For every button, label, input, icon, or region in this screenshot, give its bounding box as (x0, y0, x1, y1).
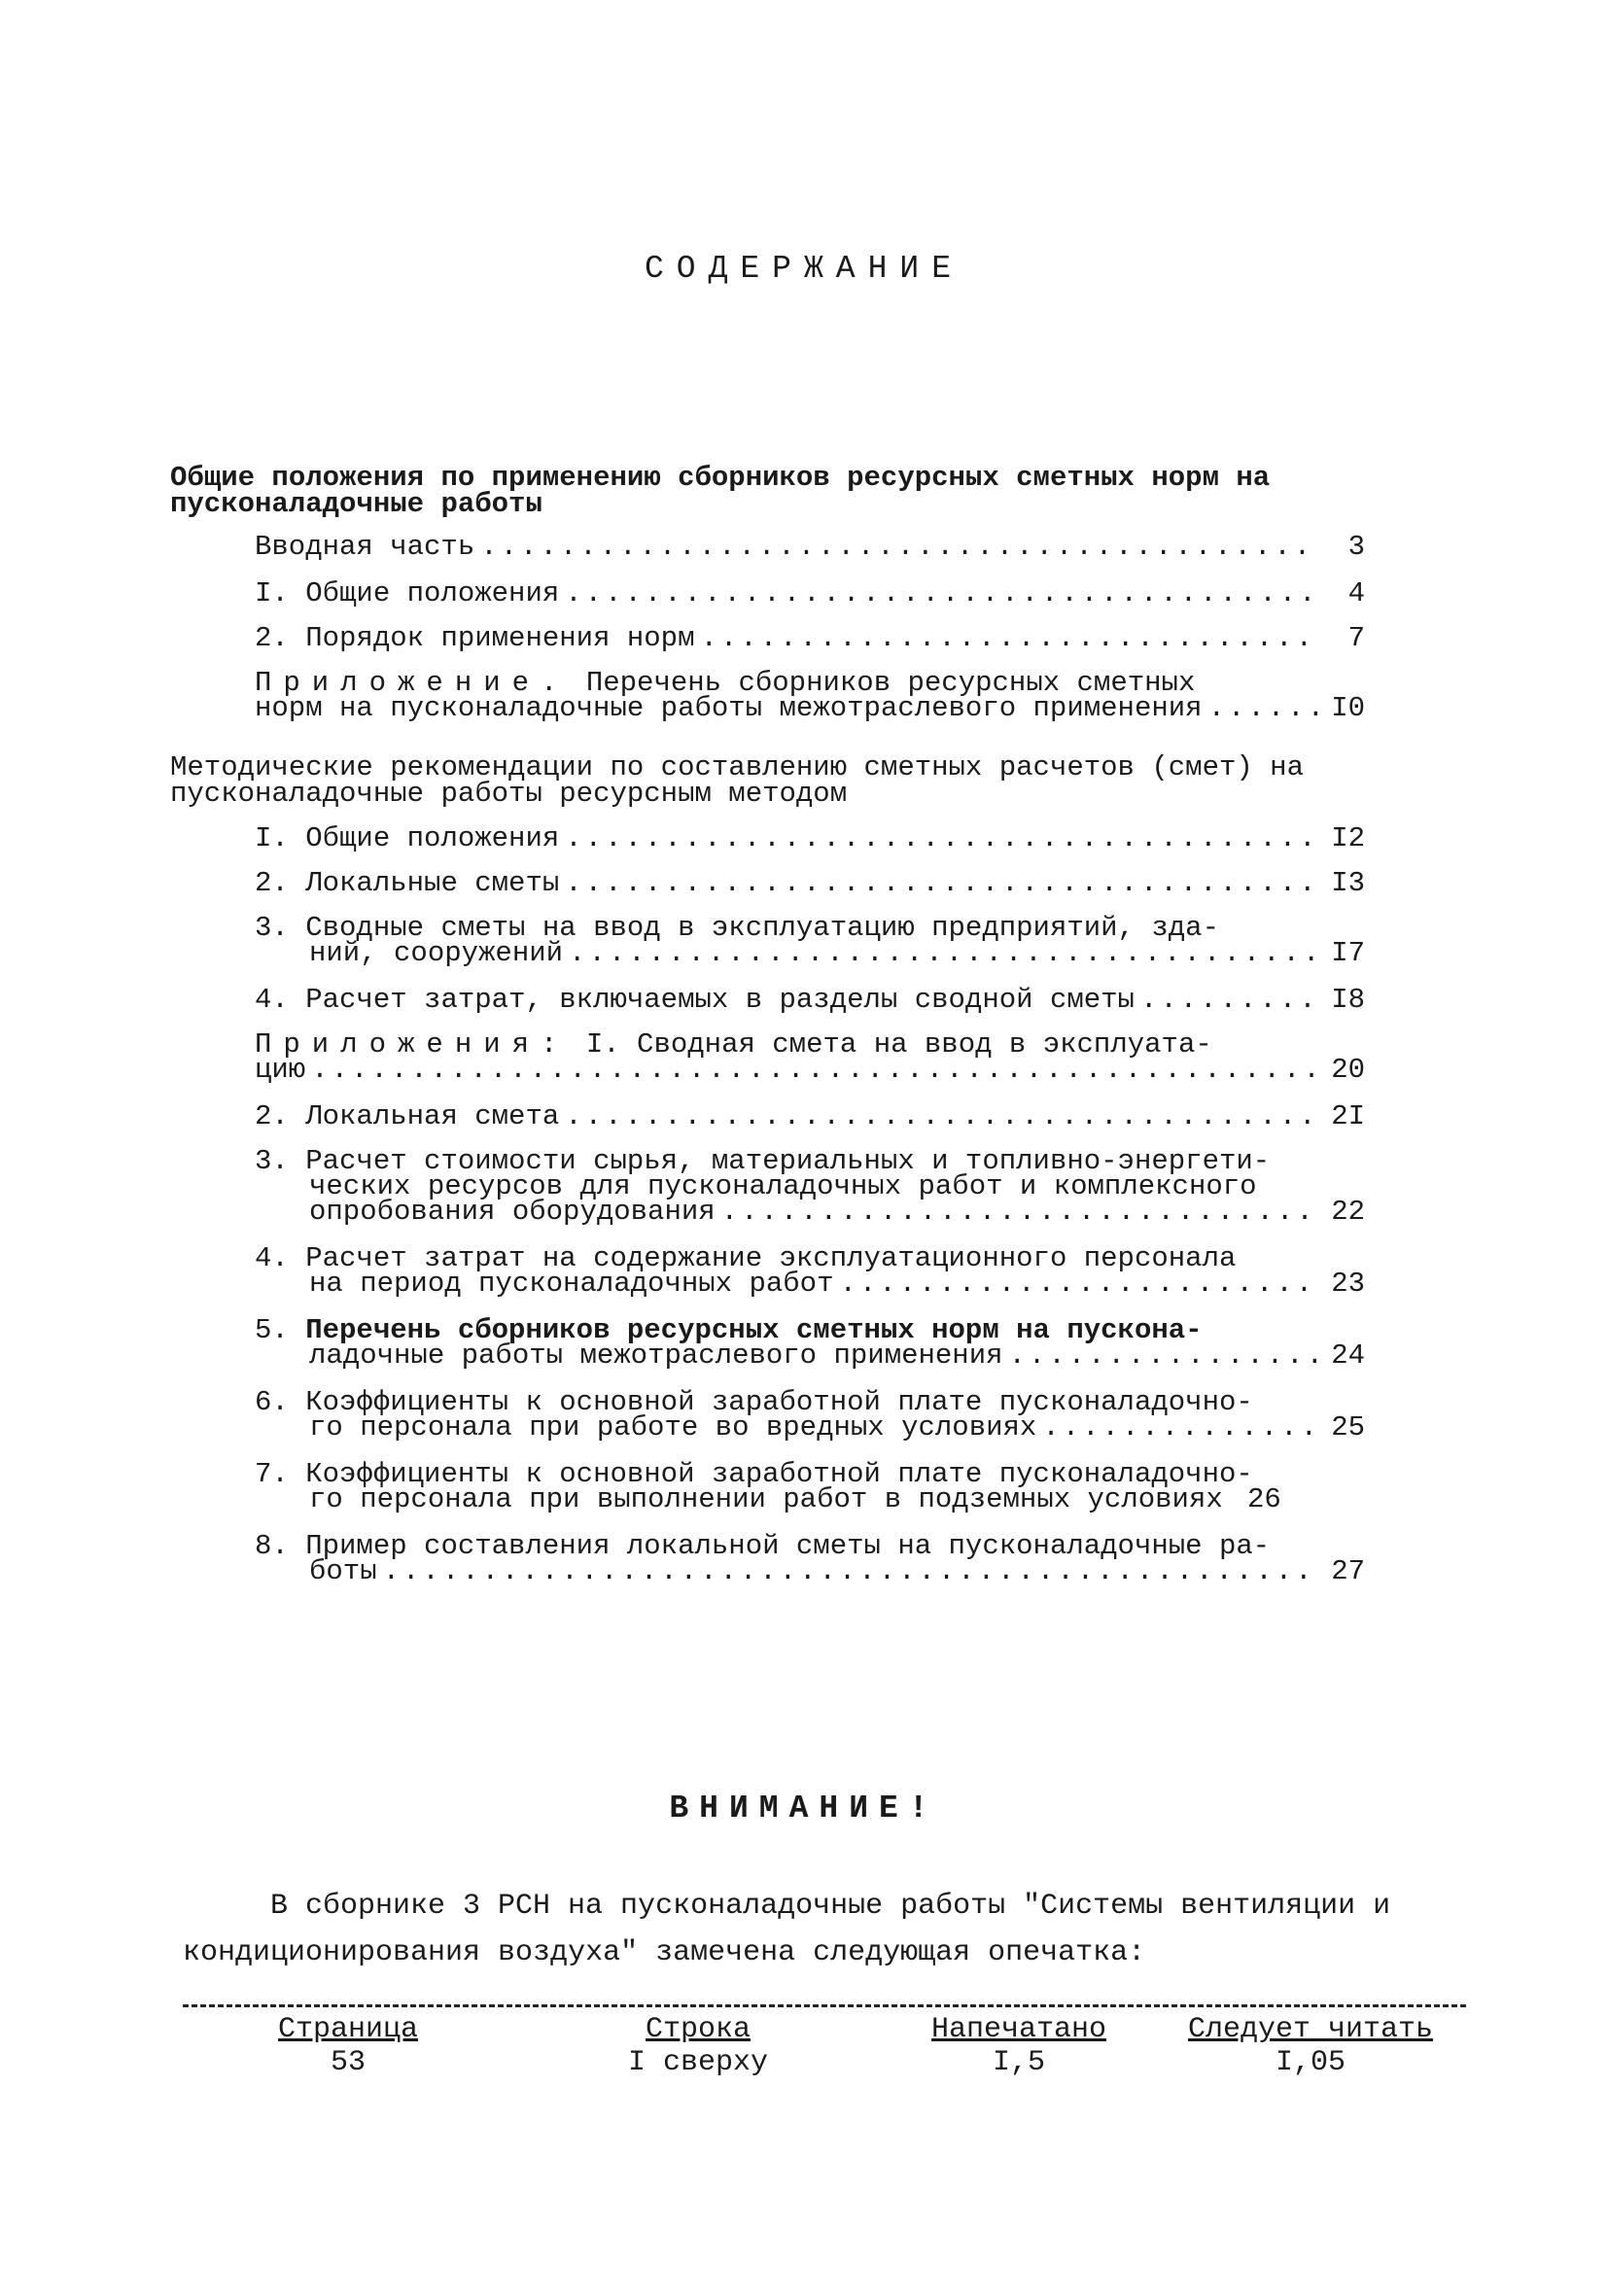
toc-entry (255, 1100, 1365, 1132)
toc-entry-title: норм на пусконаладочные работы межотраслевого применения (255, 692, 1203, 724)
toc-entry-number: I. (255, 822, 289, 854)
dot-leader (1140, 988, 1320, 1013)
toc-entry (255, 622, 1365, 654)
toc-page-number: I0 (1331, 692, 1365, 724)
toc-entry-title: го персонала при выполнении работ в подземных условиях (309, 1483, 1223, 1515)
toc-page-number: 2I (1331, 1100, 1365, 1132)
toc-entry (255, 1145, 1365, 1228)
toc-page-number: 22 (1331, 1196, 1365, 1228)
dot-leader (480, 535, 1320, 560)
toc-entry-title: Локальная смета (305, 1100, 560, 1132)
toc-entry-line: Перечень сборников ресурсных сметных норм на пускона- (305, 1314, 1203, 1346)
dot-leader (840, 1271, 1321, 1297)
toc-entry (255, 1386, 1365, 1444)
toc-entry (255, 912, 1365, 969)
toc-entry-title: цию (255, 1054, 306, 1086)
toc-entry-title: Порядок применения норм (305, 622, 695, 654)
toc-entry (255, 577, 1365, 609)
toc-entry (255, 531, 1365, 563)
dot-leader (383, 1559, 1320, 1584)
toc-entry (255, 984, 1365, 1016)
attention-text (183, 1883, 1447, 1976)
toc-entry (255, 867, 1365, 899)
toc-entry-number: 7. (255, 1458, 289, 1490)
column-header: Страница (277, 2013, 419, 2046)
errata-row (183, 2046, 1466, 2079)
toc-entry (255, 1314, 1365, 1372)
errata-table (183, 2004, 1466, 2079)
toc-entry-number: 3. (255, 1145, 289, 1177)
table-rule (183, 2004, 1466, 2007)
dot-leader (565, 581, 1320, 607)
toc-entry-title: ладочные работы межотраслевого применения (309, 1339, 1003, 1372)
dot-leader (1042, 1415, 1320, 1441)
toc-entry-number: I. (255, 577, 289, 609)
dot-leader (311, 1058, 1320, 1083)
toc-page-number: 27 (1331, 1555, 1365, 1587)
dot-leader (1208, 696, 1320, 721)
toc-page-number: 4 (1347, 577, 1365, 609)
column-header: Напечатано (930, 2013, 1107, 2046)
toc-page-number: I2 (1331, 822, 1365, 854)
dot-leader (1009, 1343, 1320, 1369)
table-cell: 53 (330, 2046, 366, 2079)
section-heading-methods: Методические рекомендации по составлению сметных расчетов (смет) на пусконаладочные работы ресурсным методом (170, 751, 1304, 810)
appendix-label: Приложения: (255, 1028, 570, 1061)
toc-page-number: I3 (1331, 867, 1365, 899)
toc-entry (255, 1530, 1365, 1587)
dot-leader (565, 871, 1320, 896)
toc-entry-title: Расчет затрат, включаемых в разделы сводной сметы (305, 984, 1135, 1016)
toc-entry-line: Коэффициенты к основной заработной плате пусконаладочно- (305, 1386, 1253, 1418)
dot-leader (721, 1200, 1320, 1225)
toc-entry (255, 667, 1365, 724)
toc-page-number: 3 (1347, 531, 1365, 563)
toc-entry-title: на период пусконаладочных работ (309, 1268, 834, 1300)
toc-entry-number: 2. (255, 622, 289, 654)
toc-entry-title: Вводная часть (255, 531, 475, 563)
toc-entry-number: 8. (255, 1530, 289, 1562)
column-header: Следует читать (1187, 2013, 1434, 2046)
table-cell: I,05 (1275, 2046, 1346, 2079)
attention-text-body: В сборнике 3 РСН на пусконаладочные работы "Системы вентиляции и кондиционирования воздуха" замечена следующая опечатка: (183, 1890, 1391, 1969)
toc-entry-title: Локальные сметы (305, 867, 560, 899)
toc-entry (255, 1242, 1365, 1300)
toc-entry-line: Расчет затрат на содержание эксплуатационного персонала (305, 1242, 1237, 1274)
dot-leader (565, 826, 1320, 852)
table-cell: I сверху (627, 2046, 769, 2079)
toc-page-number: 20 (1331, 1054, 1365, 1086)
toc-entry-line: Коэффициенты к основной заработной плате пусконаладочно- (305, 1458, 1253, 1490)
toc-page-number: 7 (1347, 622, 1365, 654)
toc-entry-title: ний, сооружений (309, 937, 564, 969)
toc-entry-number: 4. (255, 1242, 289, 1274)
toc-entry-title: Общие положения (305, 577, 560, 609)
toc-entry-line: Сводные сметы на ввод в эксплуатацию предприятий, зда- (305, 912, 1219, 944)
toc-entry-title: го персонала при работе во вредных условиях (309, 1411, 1037, 1444)
toc-page-number: 24 (1331, 1339, 1365, 1372)
toc-entry-line: Пример составления локальной сметы на пусконаладочные ра- (305, 1530, 1271, 1562)
toc-entry (255, 1028, 1365, 1086)
dot-leader (569, 941, 1320, 966)
toc-page-number: 26 (1246, 1483, 1281, 1515)
toc-page-number: 25 (1331, 1411, 1365, 1444)
toc-entry (255, 822, 1365, 854)
toc-entry-number: 3. (255, 912, 289, 944)
toc-page-number: I8 (1331, 984, 1365, 1016)
toc-entry-line: I. Сводная смета на ввод в эксплуата- (585, 1028, 1212, 1061)
section-heading-general: Общие положения по применению сборников ресурсных сметных норм на пусконаладочные работы (170, 462, 1271, 520)
toc-entry-line: Расчет стоимости сырья, материальных и топливно-энергети- (305, 1145, 1271, 1177)
toc-entry-number: 4. (255, 984, 289, 1016)
attention-heading: ВНИМАНИЕ! (669, 1791, 939, 1826)
column-header: Строка (645, 2013, 752, 2046)
table-cell: I,5 (992, 2046, 1045, 2079)
toc-entry-title: боты (309, 1555, 377, 1587)
dot-leader (565, 1104, 1320, 1130)
toc-entry-number: 5. (255, 1314, 289, 1346)
toc-entry-number: 2. (255, 867, 289, 899)
page-title: СОДЕРЖАНИЕ (644, 251, 964, 287)
toc-entry (255, 1458, 1365, 1515)
toc-entry-number: 6. (255, 1386, 289, 1418)
toc-entry-title: опробования оборудования (309, 1196, 716, 1228)
toc-page-number: 23 (1331, 1268, 1365, 1300)
errata-header-row (183, 2013, 1466, 2046)
appendix-label: Приложение. (255, 667, 570, 699)
toc-entry-number: 2. (255, 1100, 289, 1132)
toc-entry-title: Общие положения (305, 822, 560, 854)
dot-leader (700, 626, 1320, 651)
toc-entry-line: ческих ресурсов для пусконаладочных работ и комплексного (309, 1170, 1257, 1202)
toc-entry-line: Перечень сборников ресурсных сметных (585, 667, 1196, 699)
toc-page-number: I7 (1331, 937, 1365, 969)
